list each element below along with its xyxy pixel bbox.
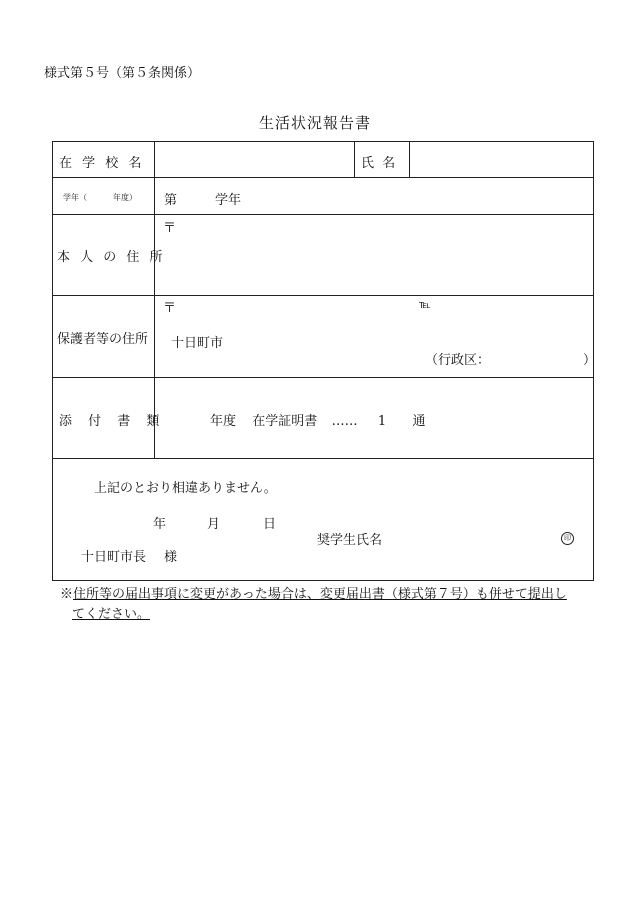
row-divider xyxy=(53,458,593,459)
school-name-field[interactable] xyxy=(157,144,351,175)
declaration-statement: 上記のとおり相違ありません。 xyxy=(94,481,277,496)
school-year-label-part1: 学年（ xyxy=(63,193,87,202)
student-name-field[interactable] xyxy=(412,144,590,175)
telephone-mark: ℡ xyxy=(419,298,431,311)
notice-line-1 xyxy=(60,585,590,605)
honorific: 様 xyxy=(164,550,178,565)
notice-text-1: 住所等の届出事項に変更があった場合は、変更届出書（様式第７号）も併せて提出し xyxy=(73,587,567,602)
attachments-label: 添 付 書 類 xyxy=(59,414,166,429)
addressee-line xyxy=(81,546,177,565)
own-address-field[interactable] xyxy=(157,234,589,292)
notice xyxy=(60,585,590,625)
row-divider xyxy=(53,177,593,178)
school-year-label-part2: 年度） xyxy=(113,193,137,202)
attachment-year: 年度 xyxy=(210,414,237,429)
signer-label: 奨学生氏名 xyxy=(317,533,383,548)
city-name: 十日町市 xyxy=(171,336,224,351)
row-divider xyxy=(53,214,593,215)
grade-suffix: 学年 xyxy=(215,193,242,208)
seal-icon: 印 xyxy=(561,532,574,545)
name-label-divider-left xyxy=(354,142,355,177)
attachment-count: 1 xyxy=(377,414,387,429)
row-divider xyxy=(53,377,593,378)
date-month: 月 xyxy=(207,517,221,532)
attachment-dots: …… xyxy=(331,414,358,429)
form-number: 様式第５号（第５条関係） xyxy=(44,66,201,81)
report-form-table xyxy=(52,141,597,581)
attachment-document: 在学証明書 xyxy=(252,414,318,429)
name-label: 氏 名 xyxy=(361,156,398,171)
grade-value[interactable] xyxy=(164,189,241,208)
own-address-label: 本 人 の 住 所 xyxy=(57,250,166,265)
attachment-entry xyxy=(210,410,425,429)
guardian-postal-mark: 〒 xyxy=(163,301,177,316)
seal-mark xyxy=(561,529,574,545)
school-name-label: 在 学 校 名 xyxy=(59,156,145,171)
notice-text-2: てください。 xyxy=(72,607,151,622)
administrative-district-close: ） xyxy=(583,353,597,368)
date-year: 年 xyxy=(153,517,167,532)
document-title: 生活状況報告書 xyxy=(258,114,371,132)
guardian-address-label: 保護者等の住所 xyxy=(57,332,149,347)
row-divider xyxy=(53,295,593,296)
notice-mark: ※ xyxy=(60,587,74,602)
addressee: 十日町市長 xyxy=(81,550,147,565)
grade-prefix: 第 xyxy=(164,193,178,208)
own-postal-mark: 〒 xyxy=(163,221,177,236)
date-day: 日 xyxy=(263,517,277,532)
name-label-divider-right xyxy=(409,142,410,177)
administrative-district: （行政区： xyxy=(425,353,491,368)
school-year-label xyxy=(63,192,137,203)
attachment-unit: 通 xyxy=(412,414,426,429)
notice-line-2 xyxy=(60,605,590,625)
